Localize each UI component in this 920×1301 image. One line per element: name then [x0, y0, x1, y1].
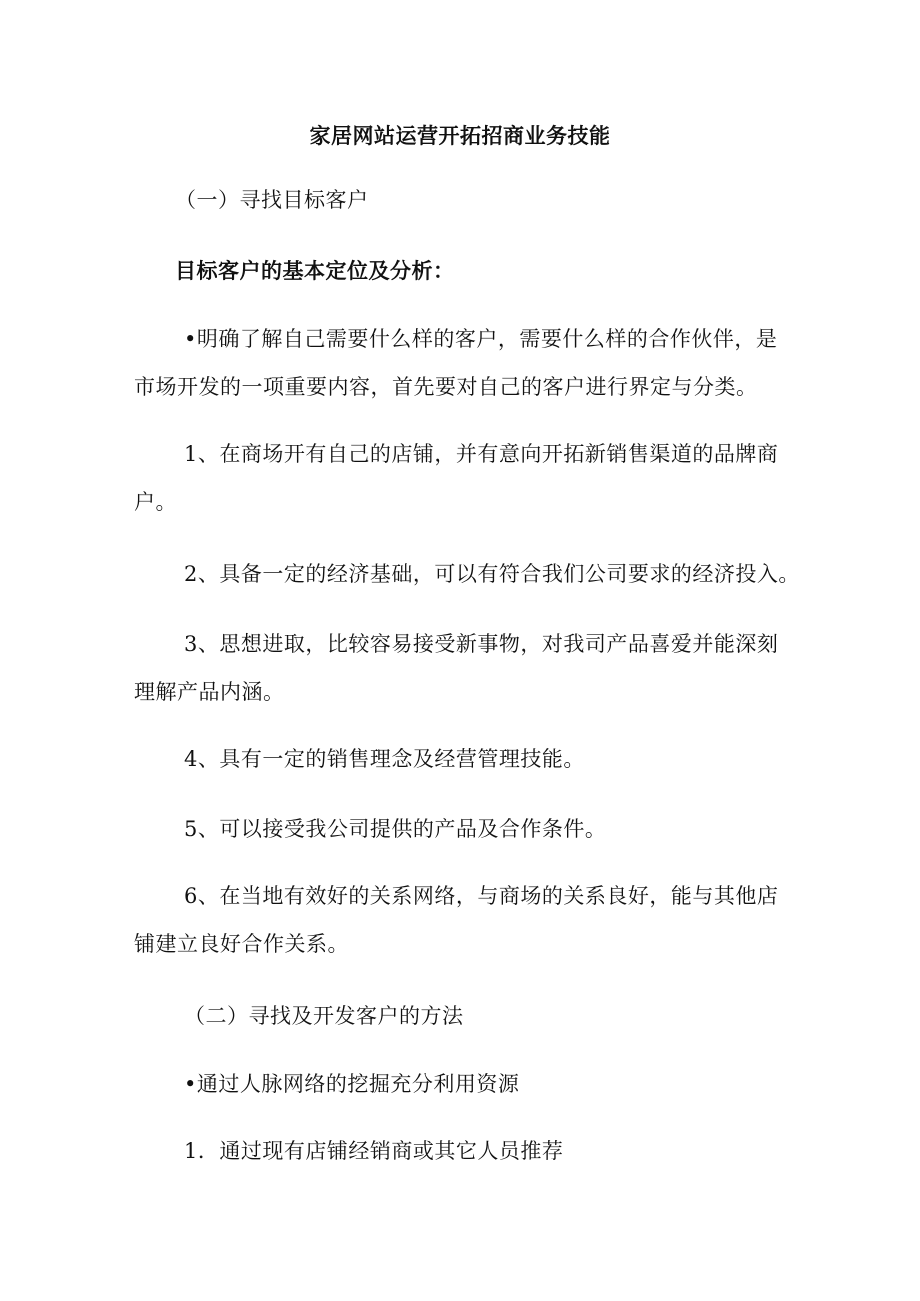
section-heading-1: （一）寻找目标客户 — [175, 188, 369, 212]
list-item-1-line-1: 1、在商场开有自己的店铺，并有意向开拓新销售渠道的品牌商 — [184, 442, 779, 466]
document-title: 家居网站运营开拓招商业务技能 — [309, 123, 611, 148]
list-item-3-line-1: 3、思想进取，比较容易接受新事物，对我司产品喜爱并能深刻 — [184, 632, 779, 656]
list-item-1-line-2: 户。 — [134, 490, 177, 514]
list-item-6-line-2: 铺建立良好合作关系。 — [134, 932, 349, 956]
section-heading-2: （二）寻找及开发客户的方法 — [184, 1004, 464, 1028]
paragraph-bullet-1-line-2: 市场开发的一项重要内容，首先要对自己的客户进行界定与分类。 — [134, 375, 758, 399]
list-item-3-line-2: 理解产品内涵。 — [134, 680, 285, 704]
list-item-5: 5、可以接受我公司提供的产品及合作条件。 — [184, 817, 607, 841]
paragraph-bullet-2: •通过人脉网络的挖掘充分利用资源 — [184, 1072, 520, 1096]
list-item-7: 1．通过现有店铺经销商或其它人员推荐 — [184, 1139, 564, 1163]
paragraph-bullet-1-line-1: •明确了解自己需要什么样的客户，需要什么样的合作伙伴，是 — [184, 327, 778, 351]
subheading-target-customer: 目标客户的基本定位及分析： — [175, 258, 455, 283]
list-item-2: 2、具备一定的经济基础，可以有符合我们公司要求的经济投入。 — [184, 562, 800, 586]
list-item-6-line-1: 6、在当地有效好的关系网络，与商场的关系良好，能与其他店 — [184, 884, 779, 908]
list-item-4: 4、具有一定的销售理念及经营管理技能。 — [184, 747, 585, 771]
